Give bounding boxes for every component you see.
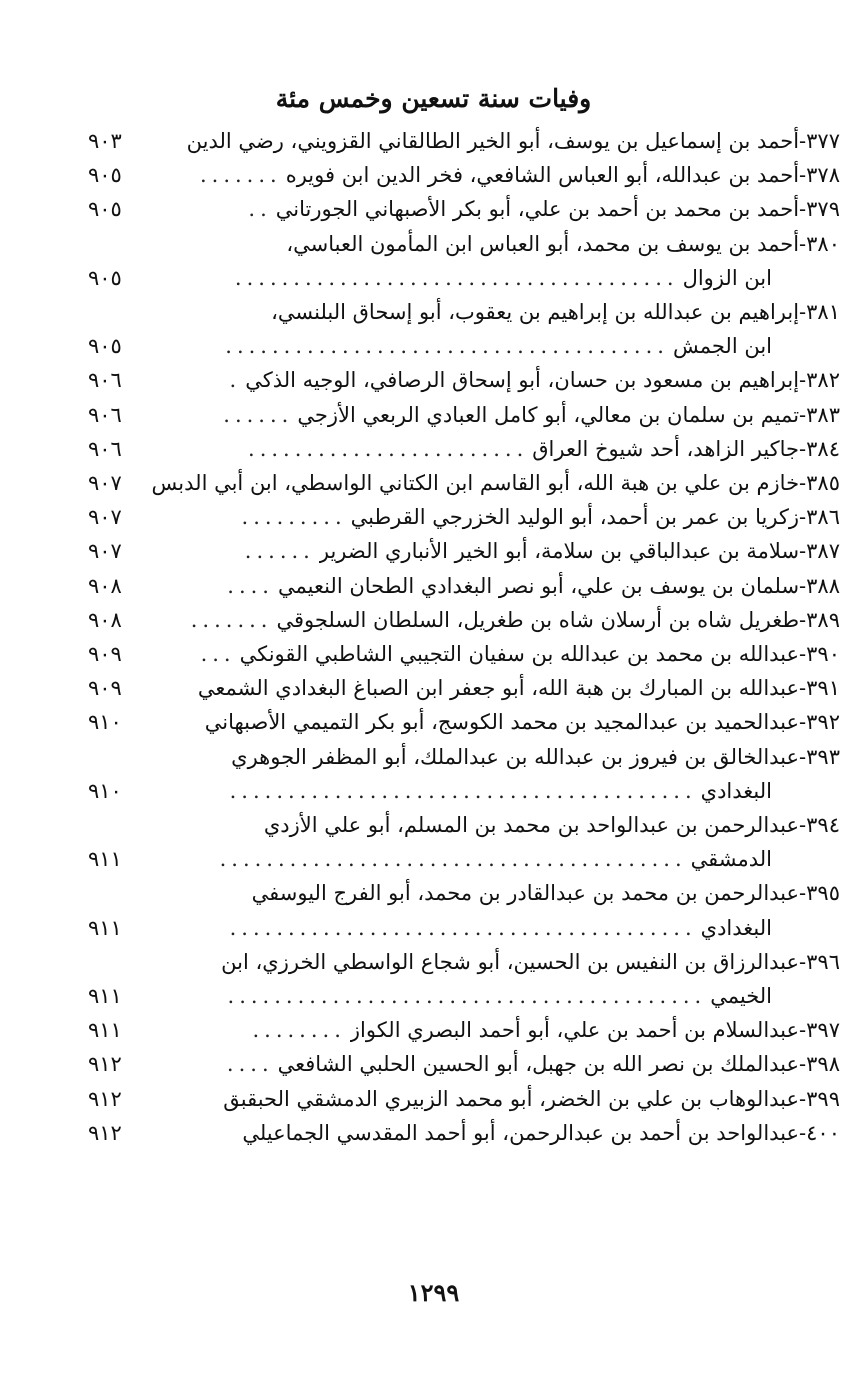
toc-entry xyxy=(88,842,840,876)
entry-text: عبدالله بن المبارك بن هبة الله، أبو جعفر ابن الصباغ البغدادي الشمعي xyxy=(197,676,800,701)
entry-number: ٣٩٥- xyxy=(799,881,840,906)
entry-number: ٣٧٧- xyxy=(799,129,840,153)
entry-text: البغدادي xyxy=(700,778,772,803)
entry-page-number: ٩٠٦ xyxy=(88,368,122,393)
entry-page-number: ٩٠٥ xyxy=(88,163,122,188)
toc-entry xyxy=(88,398,840,432)
entry-text: أحمد بن عبدالله، أبو العباس الشافعي، فخر الدين ابن فويره xyxy=(285,163,800,188)
entry-number: ٣٨٢- xyxy=(799,368,840,393)
entry-text: الدمشقي xyxy=(690,847,772,872)
entry-number: ٣٨٠- xyxy=(799,231,840,256)
entry-number: ٣٩٦- xyxy=(799,949,840,974)
entry-number: ٣٧٨- xyxy=(799,163,840,188)
entry-number: ٣٩٢- xyxy=(799,710,840,735)
entry-text: البغدادي xyxy=(700,915,772,940)
entry-text: عبدالواحد بن أحمد بن عبدالرحمن، أبو أحمد المقدسي الجماعيلي xyxy=(242,1120,800,1145)
entry-page-number: ٩١١ xyxy=(88,984,122,1009)
page-number: ١٢٩٩ xyxy=(407,1278,460,1307)
entry-text: زكريا بن عمر بن أحمد، أبو الوليد الخزرجي القرطبي xyxy=(350,505,800,530)
entry-page-number: ٩١٠ xyxy=(88,778,122,803)
entry-number: ٣٨٧- xyxy=(799,539,840,564)
entry-page-number: ٩١١ xyxy=(88,915,122,940)
entry-text: عبدالوهاب بن علي بن الخضر، أبو محمد الزبيري الدمشقي الحبقبق xyxy=(223,1086,800,1111)
toc-entry xyxy=(88,979,840,1013)
leader-dots: ........ xyxy=(252,1018,346,1043)
entry-page-number: ٩٠٧ xyxy=(88,539,122,564)
entry-text: تميم بن سلمان بن معالي، أبو كامل العبادي الربعي الأزجي xyxy=(297,402,800,427)
toc-entry xyxy=(88,671,840,705)
toc-entry xyxy=(88,1013,840,1047)
entry-number: ٣٨٦- xyxy=(799,505,840,530)
entry-number: ٣٩٣- xyxy=(799,744,840,769)
entry-page-number: ٩٠٨ xyxy=(88,573,122,598)
leader-dots: .... xyxy=(227,573,274,598)
toc-entry xyxy=(88,192,840,226)
leader-dots: ...................................... xyxy=(234,265,679,290)
entry-text: عبدالملك بن نصر الله بن جهبل، أبو الحسين الحلبي الشافعي xyxy=(277,1052,800,1077)
entry-page-number: ٩١٢ xyxy=(88,1120,122,1145)
leader-dots: .... xyxy=(226,1052,274,1077)
toc-entry xyxy=(88,603,840,637)
leader-dots: .. xyxy=(248,197,272,222)
leader-dots: ........................................ xyxy=(229,778,697,803)
toc-entry xyxy=(88,329,840,363)
entry-page-number: ٩٠٩ xyxy=(88,642,122,667)
entry-page-number: ٩٠٣ xyxy=(88,129,122,153)
leader-dots: ....... xyxy=(190,607,273,632)
entry-page-number: ٩١١ xyxy=(88,1018,122,1043)
entry-text: عبدالله بن محمد بن عبدالله بن سفيان التجيبي الشاطبي القونكي xyxy=(239,642,800,667)
toc-entry xyxy=(88,911,840,945)
leader-dots: ....... xyxy=(199,163,282,188)
toc-entry xyxy=(88,740,840,774)
page-title: وفيات سنة تسعين وخمس مئة xyxy=(275,84,592,113)
entry-page-number: ٩١١ xyxy=(88,847,122,872)
entry-page-number: ٩٠٦ xyxy=(88,436,122,461)
toc-entry xyxy=(88,1116,840,1150)
toc-entry xyxy=(88,1082,840,1116)
toc-entry xyxy=(88,295,840,329)
entry-text: ابن الزوال xyxy=(682,265,772,290)
toc-entry xyxy=(88,227,840,261)
entry-page-number: ٩٠٧ xyxy=(88,471,122,496)
entry-number: ٣٨٤- xyxy=(799,436,840,461)
toc-entry xyxy=(88,774,840,808)
entry-text: عبدالرزاق بن النفيس بن الحسين، أبو شجاع الواسطي الخرزي، ابن xyxy=(221,949,800,974)
entry-number: ٣٨٥- xyxy=(799,471,840,496)
entry-text: عبدالحميد بن عبدالمجيد بن محمد الكوسج، أبو بكر التميمي الأصبهاني xyxy=(204,710,800,735)
toc-entry xyxy=(88,808,840,842)
entry-number: ٣٨٨- xyxy=(799,573,840,598)
leader-dots: ......................................... xyxy=(227,984,707,1009)
entry-number: ٣٨٩- xyxy=(799,607,840,632)
leader-dots: . xyxy=(229,368,242,393)
entry-number: ٣٨١- xyxy=(799,300,840,325)
entry-number: ٣٩١- xyxy=(799,676,840,701)
toc-entry xyxy=(88,432,840,466)
leader-dots: ........................................ xyxy=(219,847,687,872)
toc-entry xyxy=(88,466,840,500)
entry-text: الخيمي xyxy=(710,984,772,1009)
entry-text: خازم بن علي بن هبة الله، أبو القاسم ابن الكتاني الواسطي، ابن أبي الدبس xyxy=(151,471,800,496)
entry-text: طغريل شاه بن أرسلان شاه بن طغريل، السلطان السلجوقي xyxy=(276,607,800,632)
toc-entry xyxy=(88,363,840,397)
entry-text: عبدالرحمن بن محمد بن عبدالقادر بن محمد، أبو الفرج اليوسفي xyxy=(251,881,800,906)
entry-page-number: ٩٠٥ xyxy=(88,265,122,290)
entry-text: جاكير الزاهد، أحد شيوخ العراق xyxy=(532,436,800,461)
entry-text: عبدالسلام بن أحمد بن علي، أبو أحمد البصري الكواز xyxy=(349,1018,800,1043)
toc-entry xyxy=(88,500,840,534)
entry-number: ٣٩٠- xyxy=(799,642,840,667)
toc-entry xyxy=(88,705,840,739)
leader-dots: ...... xyxy=(223,402,294,427)
entry-page-number: ٩٠٦ xyxy=(88,402,122,427)
toc-entry xyxy=(88,1047,840,1081)
toc-entry xyxy=(88,534,840,568)
entry-text: سلمان بن يوسف بن علي، أبو نصر البغدادي الطحان النعيمي xyxy=(277,573,800,598)
leader-dots: ... xyxy=(200,642,236,667)
entry-text: أحمد بن يوسف بن محمد، أبو العباس ابن المأمون العباسي، xyxy=(286,231,800,256)
toc-entry xyxy=(88,945,840,979)
entry-number: ٣٩٤- xyxy=(799,813,840,838)
entry-number: ٣٩٩- xyxy=(799,1086,840,1111)
toc-entry xyxy=(88,124,840,158)
leader-dots: ......... xyxy=(241,505,347,530)
entry-text: إبراهيم بن مسعود بن حسان، أبو إسحاق الرصافي، الوجيه الذكي xyxy=(245,368,800,393)
entry-text: أحمد بن إسماعيل بن يوسف، أبو الخير الطالقاني القزويني، رضي الدين xyxy=(186,129,800,153)
entry-page-number: ٩٠٧ xyxy=(88,505,122,530)
entry-page-number: ٩٠٥ xyxy=(88,197,122,222)
entry-page-number: ٩٠٩ xyxy=(88,676,122,701)
entry-text: أحمد بن محمد بن أحمد بن علي، أبو بكر الأصبهاني الجورتاني xyxy=(275,197,800,222)
entry-page-number: ٩٠٥ xyxy=(88,334,122,359)
leader-dots: ...... xyxy=(244,539,315,564)
toc-entry xyxy=(88,158,840,192)
table-of-contents xyxy=(88,124,840,1150)
entry-text: عبدالخالق بن فيروز بن عبدالله بن عبدالملك، أبو المظفر الجوهري xyxy=(231,744,800,769)
leader-dots: ...................................... xyxy=(225,334,669,359)
entry-text: سلامة بن عبدالباقي بن سلامة، أبو الخير الأنباري الضرير xyxy=(318,539,800,564)
leader-dots: ........................................ xyxy=(229,915,697,940)
entry-text: إبراهيم بن عبدالله بن إبراهيم بن يعقوب، أبو إسحاق البلنسي، xyxy=(271,300,800,325)
entry-page-number: ٩١٢ xyxy=(88,1086,122,1111)
leader-dots: ........................ xyxy=(248,436,529,461)
entry-number: ٣٨٣- xyxy=(799,402,840,427)
toc-entry xyxy=(88,261,840,295)
entry-page-number: ٩٠٨ xyxy=(88,607,122,632)
entry-number: ٣٩٧- xyxy=(799,1018,840,1043)
entry-text: ابن الجمش xyxy=(672,334,772,359)
entry-text: عبدالرحمن بن عبدالواحد بن محمد بن المسلم، أبو علي الأزدي xyxy=(263,813,800,838)
entry-page-number: ٩١٢ xyxy=(88,1052,122,1077)
entry-number: ٣٩٨- xyxy=(799,1052,840,1077)
toc-entry xyxy=(88,569,840,603)
toc-entry xyxy=(88,876,840,910)
toc-entry xyxy=(88,637,840,671)
entry-number: ٤٠٠- xyxy=(799,1120,840,1145)
entry-number: ٣٧٩- xyxy=(799,197,840,222)
entry-page-number: ٩١٠ xyxy=(88,710,122,735)
